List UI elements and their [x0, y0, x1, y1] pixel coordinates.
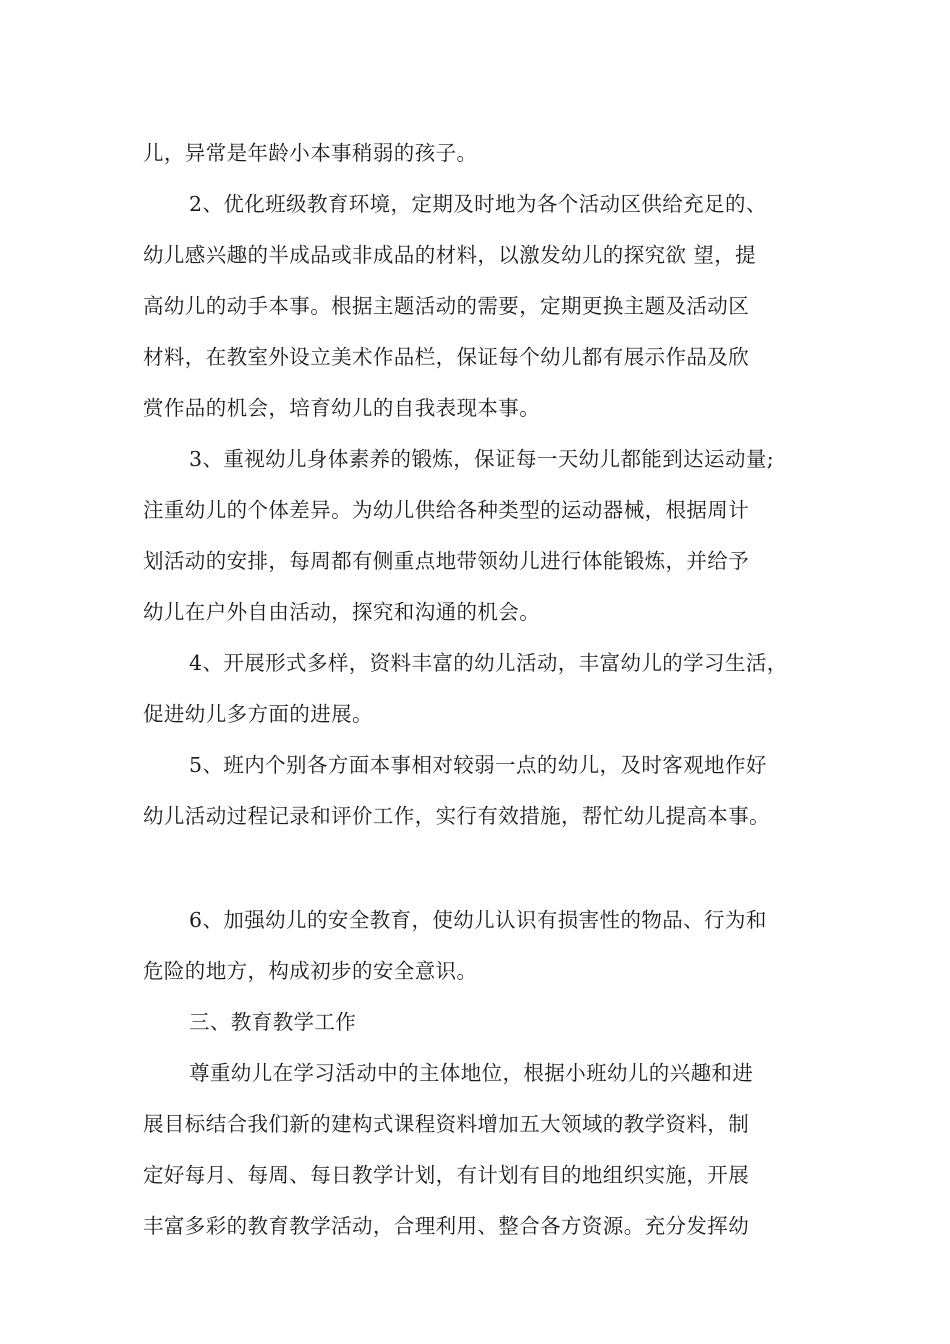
text-line: 幼儿在户外自由活动，探究和沟通的机会。	[143, 600, 541, 624]
text-line: 高幼儿的动手本事。根据主题活动的需要，定期更换主题及活动区	[143, 294, 750, 318]
text-line: 促进幼儿多方面的进展。	[143, 702, 373, 726]
text-line: 注重幼儿的个体差异。为幼儿供给各种类型的运动器械，根据周计	[143, 498, 750, 522]
text-line: 材料，在教室外设立美术作品栏，保证每个幼儿都有展示作品及欣	[143, 345, 750, 369]
section-heading: 三、教育教学工作	[189, 1010, 357, 1034]
text-line: 3、重视幼儿身体素养的锻炼，保证每一天幼儿都能到达运动量;	[189, 447, 775, 471]
text-line: 6、加强幼儿的安全教育，使幼儿认识有损害性的物品、行为和	[189, 908, 767, 932]
text-line: 展目标结合我们新的建构式课程资料增加五大领域的教学资料，制	[143, 1112, 750, 1136]
text-line: 赏作品的机会，培育幼儿的自我表现本事。	[143, 396, 541, 420]
text-line: 定好每月、每周、每日教学计划，有计划有目的地组织实施，开展	[143, 1163, 750, 1187]
text-line: 划活动的安排，每周都有侧重点地带领幼儿进行体能锻炼，并给予	[143, 549, 750, 573]
text-line: 危险的地方，构成初步的安全意识。	[143, 959, 478, 983]
text-line: 2、优化班级教育环境，定期及时地为各个活动区供给充足的、	[189, 192, 767, 216]
text-line: 5、班内个别各方面本事相对较弱一点的幼儿，及时客观地作好	[189, 753, 767, 777]
text-line: 幼儿活动过程记录和评价工作，实行有效措施，帮忙幼儿提高本事。	[143, 804, 770, 828]
text-line: 幼儿感兴趣的半成品或非成品的材料，以激发幼儿的探究欲 望，提	[143, 243, 757, 267]
text-line: 4、开展形式多样，资料丰富的幼儿活动，丰富幼儿的学习生活，	[189, 651, 788, 675]
text-line: 儿，异常是年龄小本事稍弱的孩子。	[143, 141, 478, 165]
text-line: 尊重幼儿在学习活动中的主体地位，根据小班幼儿的兴趣和进	[189, 1061, 754, 1085]
text-line: 丰富多彩的教育教学活动，合理利用、整合各方资源。充分发挥幼	[143, 1214, 750, 1238]
